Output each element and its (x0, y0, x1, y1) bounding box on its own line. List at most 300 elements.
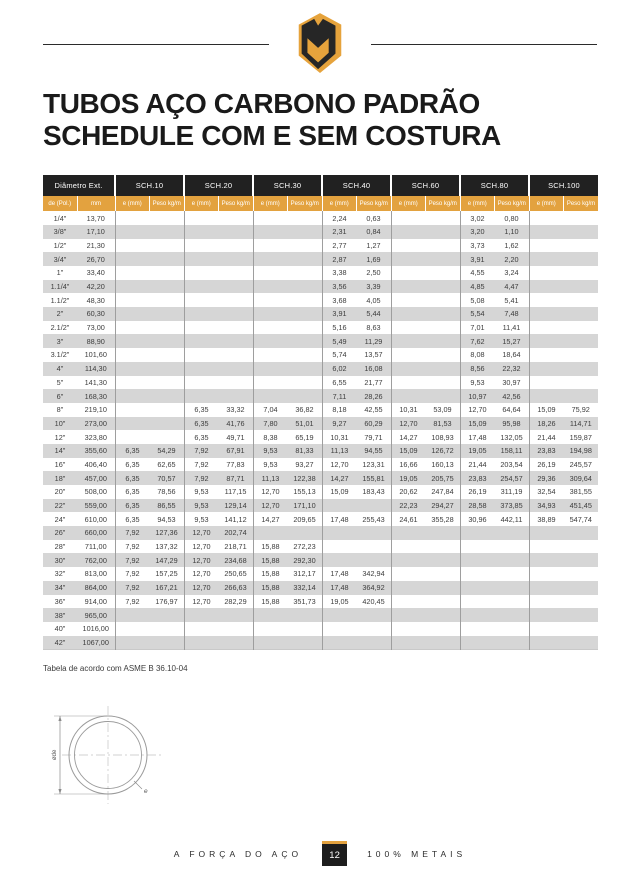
table-cell: 12,70 (253, 499, 288, 513)
table-cell (391, 348, 426, 362)
table-cell: 48,30 (86, 295, 105, 305)
table-cell: 7,92 (115, 540, 150, 554)
table-cell (529, 526, 564, 540)
table-cell: 6,35 (115, 444, 150, 458)
table-cell (391, 321, 426, 335)
table-cell: 8" (56, 405, 64, 415)
table-cell: 2" (56, 309, 64, 319)
table-cell: 17,48 (322, 581, 357, 595)
table-cell: 127,36 (155, 528, 178, 538)
table-cell (391, 595, 426, 609)
table-cell: 6" (56, 391, 64, 401)
table-cell (426, 636, 461, 650)
table-row (43, 553, 598, 567)
table-cell (495, 567, 530, 581)
table-cell (219, 280, 254, 294)
table-cell (219, 348, 254, 362)
table-cell: 6,35 (115, 458, 150, 472)
table-cell (184, 225, 219, 239)
table-cell (391, 211, 426, 225)
subheader-cell: Peso kg/m (564, 196, 599, 211)
table-cell: 114,71 (569, 418, 592, 428)
table-cell: 79,71 (364, 432, 383, 442)
table-cell (150, 608, 185, 622)
table-cell (426, 567, 461, 581)
table-cell (564, 239, 599, 253)
table-cell: 247,84 (431, 487, 454, 497)
table-cell: 18" (54, 473, 66, 483)
table-cell: 18,26 (529, 417, 564, 431)
table-cell: 7,80 (253, 417, 288, 431)
table-cell: 4,05 (366, 295, 381, 305)
table-cell: 4,47 (504, 282, 519, 292)
subheader-cell: e (mm) (529, 196, 564, 211)
table-row (43, 280, 598, 294)
table-row (43, 348, 598, 362)
table-cell: 8,38 (253, 430, 288, 444)
table-row (43, 417, 598, 431)
table-cell (391, 266, 426, 280)
table-cell: 15,88 (253, 581, 288, 595)
column-group-diameter: Diâmetro Ext. (43, 175, 115, 196)
table-cell (150, 280, 185, 294)
table-cell: 202,74 (224, 528, 247, 538)
table-cell (253, 293, 288, 307)
table-cell: 42,20 (86, 282, 105, 292)
table-row (43, 622, 598, 636)
table-cell: 36" (54, 596, 66, 606)
table-cell: 406,40 (84, 459, 107, 469)
table-cell (391, 636, 426, 650)
table-cell (150, 225, 185, 239)
table-cell (426, 252, 461, 266)
subheader-cell: e (mm) (253, 196, 288, 211)
table-cell (115, 307, 150, 321)
table-cell (150, 430, 185, 444)
table-row (43, 636, 598, 650)
table-cell: 81,33 (295, 446, 314, 456)
table-cell (322, 636, 357, 650)
column-group-sch: SCH.100 (529, 175, 598, 196)
table-cell: 1/4" (53, 213, 67, 223)
table-cell: 93,27 (295, 459, 314, 469)
table-cell (426, 293, 461, 307)
table-cell (426, 266, 461, 280)
subheader-cell: e (mm) (391, 196, 426, 211)
table-cell (115, 417, 150, 431)
table-row (43, 293, 598, 307)
table-cell: 508,00 (84, 487, 107, 497)
table-cell: 70,57 (157, 473, 176, 483)
table-cell (564, 526, 599, 540)
table-row (43, 266, 598, 280)
table-cell (391, 362, 426, 376)
table-cell (219, 266, 254, 280)
table-cell (529, 307, 564, 321)
table-row (43, 444, 598, 458)
table-cell: 42" (54, 637, 66, 647)
table-cell (495, 622, 530, 636)
table-cell (219, 334, 254, 348)
table-cell: 114,30 (84, 364, 107, 374)
table-cell (529, 636, 564, 650)
table-cell (219, 293, 254, 307)
table-cell: 762,00 (84, 555, 107, 565)
table-cell (529, 362, 564, 376)
table-cell (564, 622, 599, 636)
table-cell (391, 307, 426, 321)
table-cell: 273,00 (84, 418, 107, 428)
table-cell: 3,73 (460, 239, 495, 253)
table-cell: 218,71 (224, 542, 247, 552)
table-cell: 8,08 (460, 348, 495, 362)
table-cell (150, 348, 185, 362)
table-cell: 53,09 (433, 405, 452, 415)
page-number: 12 (329, 849, 340, 861)
table-cell (564, 293, 599, 307)
table-cell: 141,30 (84, 377, 107, 387)
table-cell: 26,19 (529, 458, 564, 472)
table-cell (391, 225, 426, 239)
table-cell (564, 362, 599, 376)
table-cell: 5,44 (366, 309, 381, 319)
table-cell: 7,92 (115, 595, 150, 609)
table-cell: 10,31 (391, 403, 426, 417)
table-cell: 15,09 (529, 403, 564, 417)
table-cell (150, 211, 185, 225)
column-group-sch: SCH.10 (115, 175, 184, 196)
table-cell (253, 526, 288, 540)
table-cell (288, 266, 323, 280)
table-cell: 6,35 (184, 417, 219, 431)
table-cell: 28" (54, 542, 66, 552)
table-cell (426, 595, 461, 609)
table-cell (564, 348, 599, 362)
table-cell: 373,85 (500, 501, 523, 511)
table-cell: 33,32 (226, 405, 245, 415)
table-cell: 309,64 (569, 473, 592, 483)
table-cell: 7,01 (460, 321, 495, 335)
table-cell: 42,55 (364, 405, 383, 415)
table-cell (115, 622, 150, 636)
table-cell (150, 389, 185, 403)
table-cell (150, 266, 185, 280)
table-cell (184, 376, 219, 390)
table-cell: 5,49 (322, 334, 357, 348)
table-cell: 60,29 (364, 418, 383, 428)
table-cell: 36,82 (295, 405, 314, 415)
table-cell (288, 239, 323, 253)
table-cell (219, 252, 254, 266)
table-cell (115, 376, 150, 390)
table-cell (391, 581, 426, 595)
table-cell (564, 307, 599, 321)
table-cell: 355,60 (84, 446, 107, 456)
thickness-leader-line (134, 781, 142, 789)
table-cell: 22,32 (502, 364, 521, 374)
table-cell (426, 348, 461, 362)
table-cell: 194,98 (569, 446, 592, 456)
table-cell (391, 280, 426, 294)
table-cell: 13,70 (86, 213, 105, 223)
table-cell: 49,71 (226, 432, 245, 442)
table-cell: 3,91 (460, 252, 495, 266)
table-cell: 9,53 (253, 444, 288, 458)
table-cell: 64,64 (502, 405, 521, 415)
table-cell (150, 239, 185, 253)
table-cell: 6,02 (322, 362, 357, 376)
table-cell: 3.1/2" (50, 350, 70, 360)
table-cell (460, 608, 495, 622)
table-cell (184, 252, 219, 266)
table-cell (529, 334, 564, 348)
table-cell (357, 608, 392, 622)
table-cell (391, 608, 426, 622)
table-cell (184, 622, 219, 636)
table-cell: 7,04 (253, 403, 288, 417)
page-title (0, 76, 640, 151)
table-row (43, 362, 598, 376)
table-cell (150, 403, 185, 417)
table-cell (253, 334, 288, 348)
table-cell: 15,88 (253, 567, 288, 581)
table-cell: 2,77 (322, 239, 357, 253)
table-cell (495, 636, 530, 650)
table-cell (564, 321, 599, 335)
table-row (43, 608, 598, 622)
table-cell: 1067,00 (82, 637, 109, 647)
table-cell (426, 376, 461, 390)
subheader-cell: Peso kg/m (426, 196, 461, 211)
table-cell (322, 540, 357, 554)
table-cell: 20" (54, 487, 66, 497)
table-row (43, 526, 598, 540)
table-cell (253, 608, 288, 622)
table-cell (357, 553, 392, 567)
table-cell (357, 540, 392, 554)
table-row (43, 334, 598, 348)
table-cell: 1,10 (504, 227, 519, 237)
table-cell (219, 622, 254, 636)
subheader-cell: e (mm) (115, 196, 150, 211)
table-cell: 914,00 (84, 596, 107, 606)
table-cell: 7,92 (115, 553, 150, 567)
table-cell: 2,24 (322, 211, 357, 225)
table-row (43, 211, 598, 225)
table-cell: 168,30 (84, 391, 107, 401)
table-cell: 15,88 (253, 553, 288, 567)
table-cell: 255,43 (362, 514, 385, 524)
table-cell: 15,27 (502, 336, 521, 346)
table-cell: 4" (56, 364, 64, 374)
table-cell: 137,32 (155, 542, 178, 552)
table-cell: 12,70 (184, 595, 219, 609)
table-cell (529, 540, 564, 554)
table-cell: 1.1/2" (50, 295, 70, 305)
table-cell: 24" (54, 514, 66, 524)
table-cell: 9,53 (184, 485, 219, 499)
table-cell (253, 376, 288, 390)
table-cell (564, 266, 599, 280)
table-cell (426, 389, 461, 403)
table-cell: 122,38 (293, 473, 316, 483)
table-cell (460, 622, 495, 636)
table-cell: 147,29 (155, 555, 178, 565)
table-row (43, 430, 598, 444)
table-cell: 21,44 (529, 430, 564, 444)
table-cell (115, 280, 150, 294)
table-cell (288, 362, 323, 376)
table-cell (529, 553, 564, 567)
table-cell (529, 581, 564, 595)
table-cell (322, 553, 357, 567)
table-cell (288, 636, 323, 650)
table-cell (564, 225, 599, 239)
table-cell (529, 293, 564, 307)
table-cell: 294,27 (431, 501, 454, 511)
table-cell: 16,08 (364, 364, 383, 374)
table-cell (564, 595, 599, 609)
table-cell: 660,00 (84, 528, 107, 538)
table-cell (150, 362, 185, 376)
table-cell: 457,00 (84, 473, 107, 483)
table-cell (322, 526, 357, 540)
table-cell: 16,66 (391, 458, 426, 472)
table-cell: 19,05 (391, 471, 426, 485)
table-cell: 15,09 (460, 417, 495, 431)
footer-slogan-right: 100% METAIS (367, 848, 467, 859)
table-cell: 19,05 (322, 595, 357, 609)
table-cell (253, 622, 288, 636)
table-cell (529, 239, 564, 253)
table-row (43, 389, 598, 403)
table-cell: 77,83 (226, 459, 245, 469)
table-cell (115, 252, 150, 266)
table-row (43, 540, 598, 554)
table-cell: 5,41 (504, 295, 519, 305)
table-cell: 101,60 (84, 350, 107, 360)
table-row (43, 595, 598, 609)
table-cell (529, 595, 564, 609)
subheader-cell: Peso kg/m (495, 196, 530, 211)
table-cell: 0,63 (366, 213, 381, 223)
table-cell: 183,43 (362, 487, 385, 497)
table-cell (253, 280, 288, 294)
table-cell: 38" (54, 610, 66, 620)
table-cell: 24,61 (391, 512, 426, 526)
table-cell: 381,55 (569, 487, 592, 497)
table-cell (115, 211, 150, 225)
table-cell (219, 321, 254, 335)
page-number-box (322, 841, 347, 866)
table-cell (391, 567, 426, 581)
table-cell (391, 252, 426, 266)
table-cell: 13,57 (364, 350, 383, 360)
table-cell (460, 553, 495, 567)
page-footer (0, 841, 640, 866)
table-cell (115, 348, 150, 362)
table-cell: 159,87 (569, 432, 592, 442)
table-cell: 16" (54, 459, 66, 469)
table-cell (391, 553, 426, 567)
table-cell (184, 211, 219, 225)
table-cell (150, 334, 185, 348)
table-cell (460, 636, 495, 650)
table-cell: 15,09 (391, 444, 426, 458)
table-cell: 51,01 (295, 418, 314, 428)
table-cell (288, 526, 323, 540)
table-cell: 209,65 (293, 514, 316, 524)
table-row (43, 225, 598, 239)
table-cell (288, 348, 323, 362)
table-cell (322, 499, 357, 513)
table-cell: 7,92 (184, 458, 219, 472)
pipe-cross-section-diagram (40, 698, 176, 816)
table-cell: 117,15 (224, 487, 247, 497)
column-group-sch: SCH.80 (460, 175, 529, 196)
table-cell: 19,05 (460, 444, 495, 458)
table-cell (391, 389, 426, 403)
table-cell: 17,48 (460, 430, 495, 444)
subheader-cell: de (Pol.) (43, 196, 77, 211)
table-cell: 81,53 (433, 418, 452, 428)
table-cell: 266,63 (224, 583, 247, 593)
table-row (43, 471, 598, 485)
table-cell (426, 553, 461, 567)
table-cell: 3,24 (504, 268, 519, 278)
table-cell (426, 321, 461, 335)
table-cell: 11,41 (502, 323, 521, 333)
table-cell (115, 321, 150, 335)
table-cell: 22" (54, 501, 66, 511)
table-cell (529, 211, 564, 225)
subheader-cell: Peso kg/m (357, 196, 392, 211)
table-row (43, 581, 598, 595)
table-cell (460, 595, 495, 609)
table-cell: 54,29 (157, 446, 176, 456)
table-cell (115, 389, 150, 403)
table-cell (564, 252, 599, 266)
column-group-sch: SCH.20 (184, 175, 253, 196)
table-cell: 14,27 (253, 512, 288, 526)
table-cell (253, 225, 288, 239)
table-cell: 18,64 (502, 350, 521, 360)
table-cell: 23,83 (529, 444, 564, 458)
table-cell (288, 280, 323, 294)
table-cell: 451,45 (569, 501, 592, 511)
table-cell: 10" (54, 418, 66, 428)
table-row (43, 321, 598, 335)
table-cell: 3,68 (322, 293, 357, 307)
table-cell (253, 636, 288, 650)
table-cell: 15,88 (253, 595, 288, 609)
table-cell: 219,10 (84, 405, 107, 415)
table-cell: 38,89 (529, 512, 564, 526)
table-cell (288, 293, 323, 307)
table-cell (184, 280, 219, 294)
table-row (43, 499, 598, 513)
table-cell: 75,92 (571, 405, 590, 415)
table-cell: 171,10 (293, 501, 316, 511)
schedule-table-head (43, 175, 598, 211)
table-cell (288, 211, 323, 225)
table-cell: 10,31 (322, 430, 357, 444)
table-cell (115, 225, 150, 239)
table-wrap (0, 151, 640, 650)
table-cell: 155,81 (362, 473, 385, 483)
table-cell: 5,74 (322, 348, 357, 362)
table-cell: 1,62 (504, 240, 519, 250)
